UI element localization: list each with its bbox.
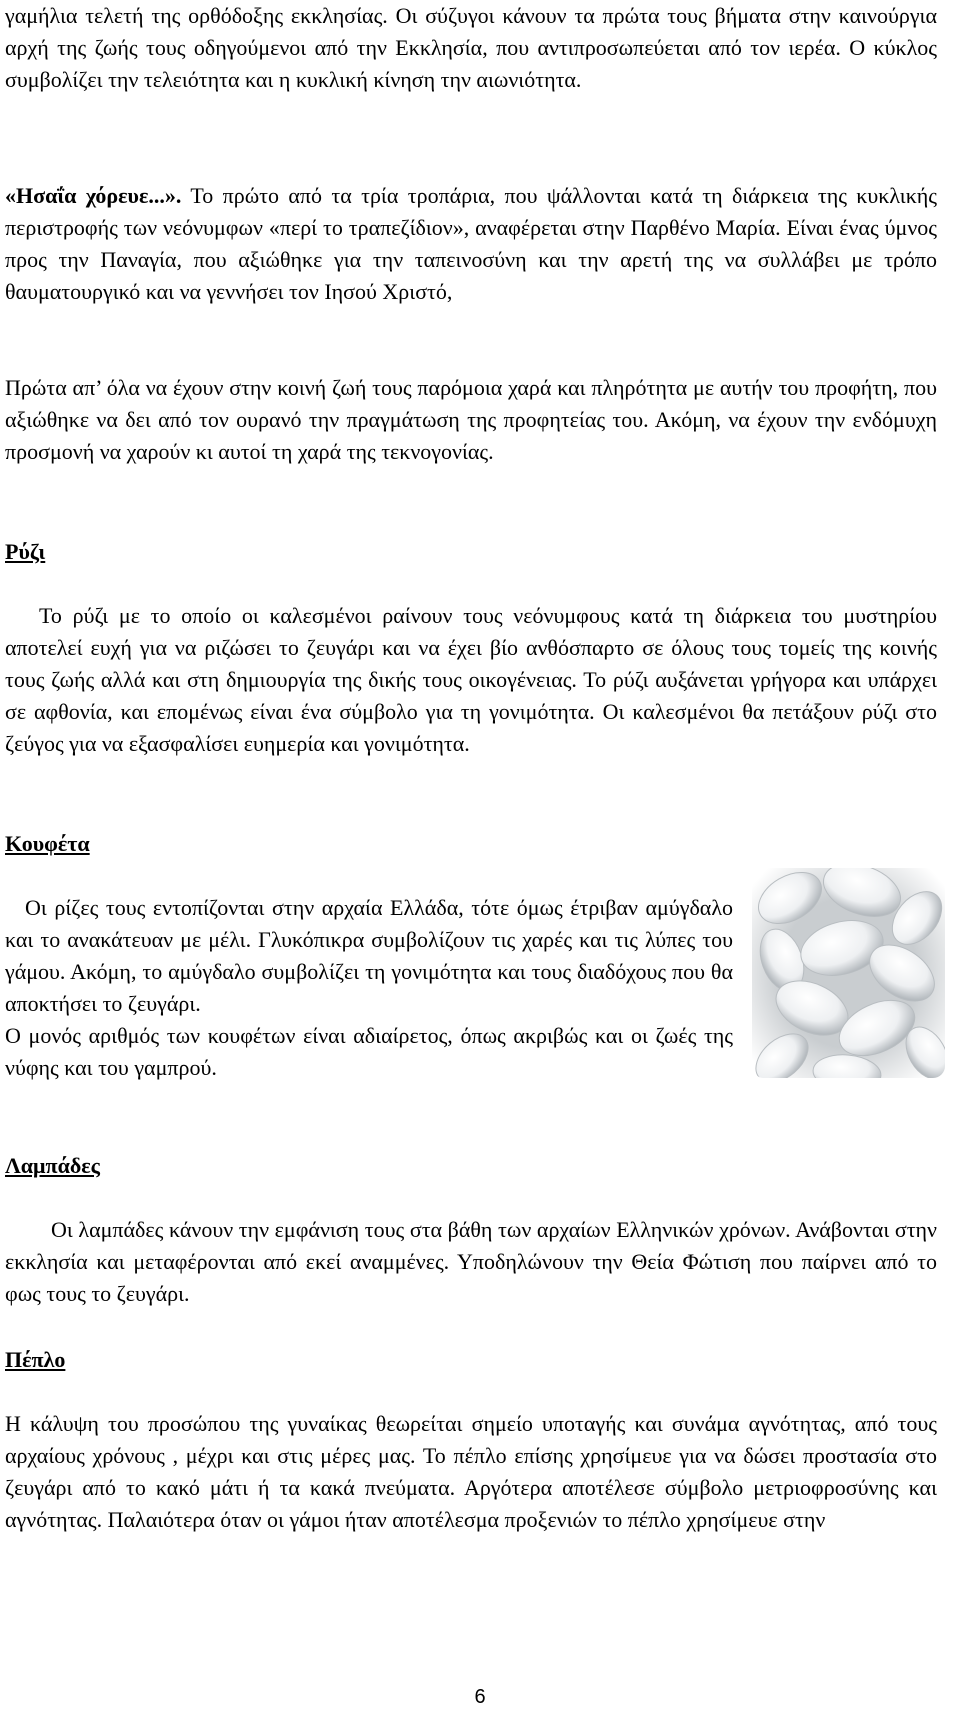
lampades-heading: Λαμπάδες [5, 1153, 100, 1178]
koufeta-heading: Κουφέτα [5, 831, 90, 856]
lampades-heading-block [5, 1150, 937, 1182]
isaia-text: Το πρώτο από τα τρία τροπάρια, που ψάλλονται κατά τη διάρκεια της κυκλικής περιστροφής των νεόνυμφων «περί το τραπεζίδιον», αναφέρεται στην Παρθένο Μαρία. Είναι ένας ύμνος προς την Παναγία, που αξιώθηκε για την ταπεινοσύνη και την αρετή της να συλλάβει με τρόπο θαυματουργικό και να γεννήσει τον Ιησού Χριστό, [5, 183, 937, 304]
peplo-section [5, 1408, 937, 1536]
intro-paragraph: γαμήλια τελετή της ορθόδοξης εκκλησίας. Οι σύζυγοι κάνουν τα πρώτα τους βήματα στην καινούργια αρχή της ζωής τους οδηγούμενοι από την Εκκλησία, που αντιπροσωπεύεται από τον ιερέα. Ο κύκλος συμβολίζει την τελειότητα και η κυκλική κίνηση την αιωνιότητα. [5, 3, 937, 92]
koufeta-section [5, 892, 733, 1084]
koufeta-paragraph-2: Ο μονός αριθμός των κουφέτων είναι αδιαίρετος, όπως ακριβώς και οι ζωές της νύφης και του γαμπρού. [5, 1023, 733, 1080]
peplo-heading-block [5, 1344, 937, 1376]
sugared-almonds-illustration [752, 868, 945, 1078]
isaia-section-2 [5, 372, 937, 468]
intro-section [5, 0, 937, 96]
rizi-heading: Ρύζι [5, 539, 46, 564]
isaia-paragraph [5, 180, 937, 308]
koufeta-paragraph: Οι ρίζες τους εντοπίζονται στην αρχαία Ελλάδα, τότε όμως έτριβαν αμύγδαλο και το ανακάτευαν με μέλι. Γλυκόπικρα συμβολίζουν τις χαρές και τις λύπες του γάμου. Ακόμη, το αμύγδαλο συμβολίζει τη γονιμότητα και τους διαδόχους που θα αποκτήσει το ζευγάρι. [5, 895, 733, 1016]
page-number: 6 [474, 1686, 486, 1708]
rizi-paragraph: Το ρύζι με το οποίο οι καλεσμένοι ραίνουν τους νεόνυμφους κατά τη διάρκεια του μυστηρίου αποτελεί ευχή για να ριζώσει το ζευγάρι και να έχει βίο ανθόσπαρτο σε όλους τους τομείς της κοινής τους ζωής αλλά και στη δημιουργία της δικής τους οικογένειας. Το ρύζι αυξάνεται γρήγορα και υπάρχει σε αφθονία, και επομένως είναι ένα σύμβολο για τη γονιμότητα. Οι καλεσμένοι θα πετάξουν ρύζι στο ζεύγος για να εξασφαλίσει ευημερία και γονιμότητα. [5, 603, 937, 756]
isaia-paragraph-2: Πρώτα απ’ όλα να έχουν στην κοινή ζωή τους παρόμοια χαρά και πληρότητα με αυτήν του προφήτη, που αξιώθηκε να δει από τον ουρανό την πραγμάτωση της προφητείας του. Ακόμη, να έχουν την ενδόμυχη προσμονή να χαρούν κι αυτοί τη χαρά της τεκνογονίας. [5, 375, 937, 464]
lampades-section [5, 1214, 937, 1310]
lampades-paragraph: Οι λαμπάδες κάνουν την εμφάνιση τους στα βάθη των αρχαίων Ελληνικών χρόνων. Ανάβονται στην εκκλησία και μεταφέρονται από εκεί αναμμένες. Υποδηλώνουν την Θεία Φώτιση που παίρνει από το φως τους το ζευγάρι. [5, 1217, 937, 1306]
peplo-paragraph: Η κάλυψη του προσώπου της γυναίκας θεωρείται σημείο υποταγής και συνάμα αγνότητας, από τους αρχαίους χρόνους , μέχρι και στις μέρες μας. Το πέπλο επίσης χρησίμευε για να δώσει προστασία στο ζευγάρι από το κακό μάτι ή τα κακά πνεύματα. Αργότερα αποτέλεσε σύμβολο μετριοφροσύνης και αγνότητας. Παλαιότερα όταν οι γάμοι ήταν αποτέλεσμα προξενιών το πέπλο χρησίμευε στην [5, 1411, 937, 1532]
rizi-section [5, 600, 937, 760]
isaia-section [5, 180, 937, 308]
peplo-heading: Πέπλο [5, 1347, 66, 1372]
isaia-lead: «Ησαΐα χόρευε...». [5, 183, 182, 208]
koufeta-heading-block [5, 828, 937, 860]
sugared-almonds-image [752, 868, 945, 1078]
rizi-heading-block [5, 536, 937, 568]
